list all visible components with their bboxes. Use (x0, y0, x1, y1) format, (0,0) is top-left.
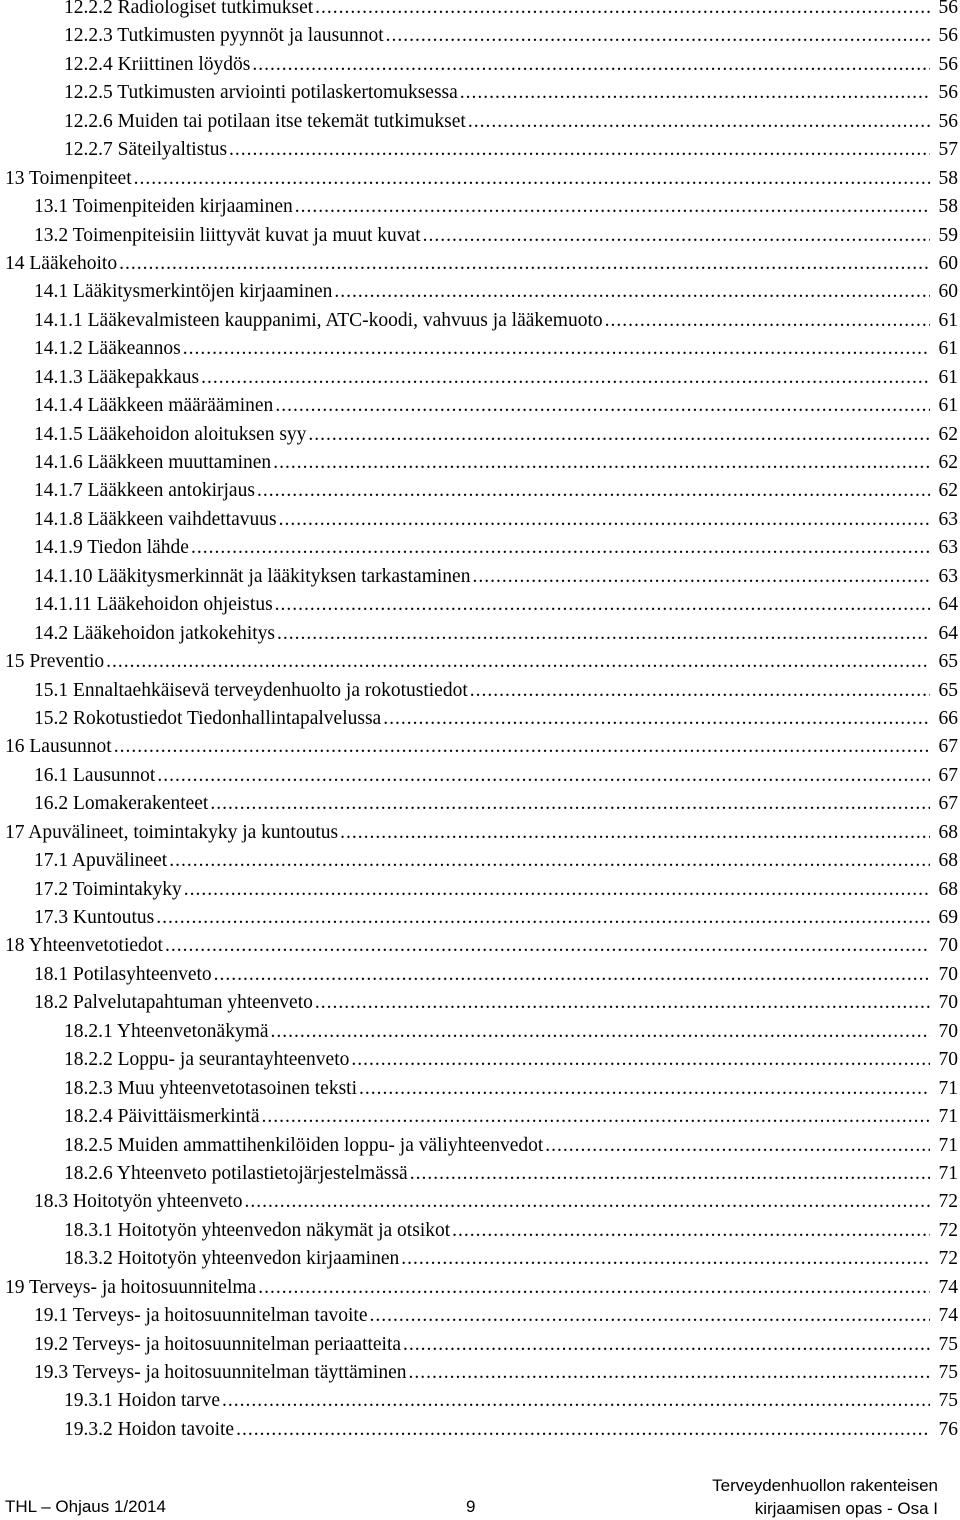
toc-entry[interactable] (0, 1302, 960, 1330)
toc-dot-leader (605, 307, 930, 335)
toc-entry[interactable] (0, 847, 960, 875)
toc-entry[interactable] (0, 762, 960, 790)
toc-dot-leader (334, 278, 930, 306)
toc-entry-page: 56 (938, 0, 958, 18)
toc-entry-title: 18.3 Hoitotyön yhteenveto (34, 1191, 243, 1213)
toc-entry[interactable] (0, 222, 960, 250)
toc-entry[interactable] (0, 1331, 960, 1359)
toc-entry[interactable] (0, 705, 960, 733)
toc-dot-leader (472, 563, 930, 591)
toc-entry[interactable] (0, 193, 960, 221)
toc-dot-leader (106, 648, 930, 676)
toc-dot-leader (191, 534, 930, 562)
toc-dot-leader (452, 1217, 930, 1245)
toc-entry-title: 18 Yhteenvetotiedot (5, 935, 163, 957)
toc-dot-leader (275, 392, 930, 420)
toc-entry-title: 19.3.1 Hoidon tarve (64, 1390, 220, 1412)
toc-entry-title: 18.3.2 Hoitotyön yhteenvedon kirjaaminen (64, 1248, 400, 1270)
toc-entry[interactable] (0, 1387, 960, 1415)
toc-dot-leader (258, 1274, 930, 1302)
toc-entry[interactable] (0, 1217, 960, 1245)
toc-entry-title: 18.2.3 Muu yhteenvetotasoinen teksti (64, 1077, 357, 1099)
toc-entry-page: 56 (938, 82, 958, 104)
toc-entry-page: 61 (938, 395, 958, 417)
toc-entry-page: 75 (938, 1333, 958, 1355)
toc-entry-title: 14.1.6 Lääkkeen muuttaminen (34, 452, 272, 473)
toc-entry-title: 16 Lausunnot (5, 736, 112, 758)
toc-entry-title: 12.2.6 Muiden tai potilaan itse tekemät tutkimukset (64, 110, 466, 132)
toc-dot-leader (403, 1331, 930, 1359)
toc-entry-page: 72 (938, 1219, 958, 1241)
toc-dot-leader (119, 250, 930, 278)
toc-entry[interactable] (0, 620, 960, 648)
toc-entry-page: 70 (938, 1020, 958, 1042)
toc-entry-title: 14.1 Lääkitysmerkintöjen kirjaaminen (34, 281, 333, 303)
toc-dot-leader (340, 819, 930, 847)
toc-entry[interactable] (0, 591, 960, 619)
toc-entry-page: 60 (938, 281, 958, 303)
footer-publication: THL – Ohjaus 1/2014 (5, 1497, 166, 1516)
toc-dot-leader (351, 1046, 930, 1074)
toc-entry-page: 76 (938, 1418, 958, 1440)
toc-entry[interactable] (0, 790, 960, 818)
toc-entry-title: 14.1.3 Lääkepakkaus (34, 366, 200, 388)
toc-entry-page: 65 (938, 651, 958, 673)
toc-dot-leader (222, 1387, 930, 1415)
toc-dot-leader (308, 421, 930, 449)
toc-entry[interactable] (0, 563, 960, 591)
toc-entry-page: 68 (938, 850, 958, 872)
toc-entry-page: 56 (938, 25, 958, 47)
toc-dot-leader (279, 506, 930, 534)
toc-entry[interactable] (0, 1132, 960, 1160)
toc-entry-title: 14.2 Lääkehoidon jatkokehitys (34, 622, 275, 644)
toc-entry-page: 71 (938, 1077, 958, 1099)
toc-entry-page: 65 (938, 679, 958, 701)
toc-entry[interactable] (0, 1416, 960, 1444)
toc-dot-leader (386, 22, 930, 50)
toc-entry-title: 18.1 Potilasyhteenveto (34, 963, 212, 985)
page-footer (0, 1474, 960, 1519)
toc-entry[interactable] (0, 648, 960, 676)
toc-entry-page: 70 (938, 992, 958, 1014)
toc-dot-leader (401, 1245, 930, 1273)
toc-entry-title: 17.1 Apuvälineet (34, 850, 168, 872)
toc-entry-title: 12.2.7 Säteilyaltistus (64, 139, 228, 161)
toc-dot-leader (273, 449, 930, 477)
toc-entry-title: 15.1 Ennaltaehkäisevä terveydenhuolto ja rokotustiedot (34, 679, 468, 701)
toc-entry-page: 62 (938, 480, 958, 502)
toc-entry[interactable] (0, 250, 960, 278)
toc-entry-page: 71 (938, 1162, 958, 1184)
toc-entry[interactable] (0, 1160, 960, 1188)
toc-entry-page: 70 (938, 935, 958, 957)
toc-entry-title: 18.2.5 Muiden ammattihenkilöiden loppu- ja väliyhteenvedot (64, 1134, 544, 1156)
toc-entry-title: 19.3 Terveys- ja hoitosuunnitelman täyttäminen (34, 1362, 407, 1383)
toc-entry-page: 70 (938, 963, 958, 985)
toc-dot-leader (470, 677, 930, 705)
toc-entry-page: 72 (938, 1191, 958, 1213)
toc-entry-title: 13 Toimenpiteet (5, 167, 132, 189)
toc-entry-title: 15.2 Rokotustiedot Tiedonhallintapalvelussa (34, 707, 382, 729)
toc-entry-title: 14.1.7 Lääkkeen antokirjaus (34, 480, 255, 502)
toc-entry-page: 71 (938, 1106, 958, 1128)
toc-dot-leader (157, 762, 930, 790)
toc-dot-leader (409, 1359, 931, 1387)
toc-entry-title: 14.1.4 Lääkkeen määrääminen (34, 395, 274, 417)
toc-dot-leader (295, 193, 930, 221)
toc-entry-title: 16.2 Lomakerakenteet (34, 793, 209, 815)
toc-entry-page: 61 (938, 366, 958, 388)
toc-entry-page: 62 (938, 423, 958, 445)
toc-entry-page: 70 (938, 1049, 958, 1071)
toc-entry-title: 12.2.5 Tutkimusten arviointi potilaskertomuksessa (64, 82, 458, 104)
toc-entry-page: 56 (938, 53, 958, 75)
toc-entry[interactable] (0, 932, 960, 960)
toc-entry-page: 68 (938, 821, 958, 843)
toc-dot-leader (315, 0, 930, 22)
toc-entry-title: 15 Preventio (5, 651, 105, 673)
toc-entry-title: 18.2.2 Loppu- ja seurantayhteenveto (64, 1049, 350, 1071)
toc-dot-leader (468, 108, 930, 136)
toc-entry-title: 16.1 Lausunnot (34, 764, 156, 786)
toc-entry[interactable] (0, 79, 960, 107)
toc-entry-title: 18.2 Palvelutapahtuman yhteenveto (34, 992, 313, 1014)
toc-entry-page: 56 (938, 110, 958, 132)
toc-entry-page: 74 (938, 1276, 958, 1298)
toc-entry[interactable] (0, 22, 960, 50)
toc-entry-page: 72 (938, 1248, 958, 1270)
toc-entry-page: 62 (938, 452, 958, 473)
toc-entry-title: 19 Terveys- ja hoitosuunnitelma (5, 1276, 257, 1298)
toc-entry[interactable] (0, 506, 960, 534)
toc-entry[interactable] (0, 335, 960, 363)
toc-entry[interactable] (0, 1274, 960, 1302)
toc-entry-page: 60 (938, 252, 958, 274)
toc-entry[interactable] (0, 278, 960, 306)
toc-entry-title: 13.2 Toimenpiteisiin liittyvät kuvat ja muut kuvat (34, 224, 421, 246)
toc-entry-title: 18.3.1 Hoitotyön yhteenvedon näkymät ja otsikot (64, 1219, 451, 1241)
toc-entry-title: 12.2.4 Kriittinen löydös (64, 53, 251, 75)
toc-dot-leader (183, 335, 930, 363)
toc-entry-page: 61 (938, 309, 958, 331)
toc-entry[interactable] (0, 989, 960, 1017)
toc-entry-title: 18.2.4 Päivittäismerkintä (64, 1106, 260, 1128)
toc-entry[interactable] (0, 819, 960, 847)
toc-dot-leader (359, 1075, 930, 1103)
toc-entry[interactable] (0, 477, 960, 505)
toc-entry-page: 58 (938, 167, 958, 189)
toc-entry-page: 67 (938, 793, 958, 815)
toc-entry[interactable] (0, 904, 960, 932)
toc-entry[interactable] (0, 165, 960, 193)
toc-entry-title: 14.1.8 Lääkkeen vaihdettavuus (34, 508, 277, 530)
toc-entry[interactable] (0, 1075, 960, 1103)
toc-entry-page: 57 (938, 139, 958, 161)
toc-dot-leader (460, 79, 930, 107)
toc-entry[interactable] (0, 1188, 960, 1216)
toc-entry-title: 17.3 Kuntoutus (34, 907, 155, 928)
toc-dot-leader (423, 222, 930, 250)
toc-entry[interactable] (0, 108, 960, 136)
toc-entry-page: 59 (938, 224, 958, 246)
toc-entry-title: 12.2.3 Tutkimusten pyynnöt ja lausunnot (64, 25, 384, 47)
toc-entry-title: 18.2.6 Yhteenveto potilastietojärjestelmässä (64, 1162, 408, 1184)
toc-dot-leader (252, 51, 930, 79)
toc-entry[interactable] (0, 449, 960, 477)
toc-dot-leader (315, 989, 930, 1017)
toc-entry-title: 13.1 Toimenpiteiden kirjaaminen (34, 196, 293, 218)
toc-dot-leader (156, 904, 930, 932)
toc-entry-title: 19.3.2 Hoidon tavoite (64, 1418, 235, 1440)
toc-entry-page: 61 (938, 338, 958, 360)
toc-entry-page: 75 (938, 1362, 958, 1383)
toc-entry[interactable] (0, 392, 960, 420)
toc-dot-leader (114, 733, 930, 761)
toc-entry-page: 68 (938, 878, 958, 900)
toc-entry-page: 64 (938, 622, 958, 644)
toc-entry-title: 12.2.2 Radiologiset tutkimukset (64, 0, 314, 18)
toc-entry-title: 17 Apuvälineet, toimintakyky ja kuntoutus (5, 821, 339, 843)
toc-dot-leader (257, 477, 930, 505)
toc-entry-title: 14.1.10 Lääkitysmerkinnät ja lääkityksen tarkastaminen (34, 565, 471, 587)
footer-page-number: 9 (466, 1497, 476, 1516)
footer-document-title (712, 1474, 938, 1520)
toc-entry-title: 19.2 Terveys- ja hoitosuunnitelman periaatteita (34, 1333, 402, 1355)
toc-dot-leader (277, 620, 930, 648)
toc-entry[interactable] (0, 364, 960, 392)
toc-entry-page: 75 (938, 1390, 958, 1412)
footer-title-line1: Terveydenhuollon rakenteisen (712, 1476, 938, 1495)
toc-entry[interactable] (0, 1359, 960, 1387)
toc-entry[interactable] (0, 534, 960, 562)
toc-entry-page: 63 (938, 565, 958, 587)
toc-entry-page: 58 (938, 196, 958, 218)
toc-entry[interactable] (0, 733, 960, 761)
toc-entry[interactable] (0, 876, 960, 904)
toc-dot-leader (410, 1160, 930, 1188)
toc-dot-leader (271, 1018, 930, 1046)
toc-entry[interactable] (0, 677, 960, 705)
toc-entry-page: 69 (938, 907, 958, 928)
toc-entry-page: 67 (938, 736, 958, 758)
toc-entry-page: 74 (938, 1305, 958, 1327)
footer-title-line2: kirjaamisen opas - Osa I (754, 1499, 938, 1518)
toc-entry-page: 66 (938, 707, 958, 729)
toc-entry[interactable] (0, 421, 960, 449)
toc-entry-title: 17.2 Toimintakyky (34, 878, 182, 900)
toc-dot-leader (236, 1416, 930, 1444)
toc-entry[interactable] (0, 0, 960, 22)
toc-dot-leader (201, 364, 930, 392)
toc-entry-page: 67 (938, 764, 958, 786)
toc-entry-title: 14.1.11 Lääkehoidon ohjeistus (34, 594, 273, 616)
toc-entry-page: 64 (938, 594, 958, 616)
toc-dot-leader (165, 932, 930, 960)
toc-entry[interactable] (0, 136, 960, 164)
toc-entry-title: 14 Lääkehoito (5, 252, 118, 274)
toc-dot-leader (134, 165, 930, 193)
toc-entry[interactable] (0, 1245, 960, 1273)
toc-entry[interactable] (0, 51, 960, 79)
toc-dot-leader (545, 1132, 930, 1160)
toc-dot-leader (245, 1188, 930, 1216)
toc-entry-title: 19.1 Terveys- ja hoitosuunnitelman tavoite (34, 1305, 368, 1327)
toc-dot-leader (169, 847, 930, 875)
toc-dot-leader (210, 790, 930, 818)
toc-dot-leader (229, 136, 930, 164)
toc-dot-leader (275, 591, 930, 619)
toc-entry[interactable] (0, 1103, 960, 1131)
toc-entry-title: 14.1.2 Lääkeannos (34, 338, 181, 360)
toc-dot-leader (370, 1302, 931, 1330)
toc-entry-title: 14.1.1 Lääkevalmisteen kauppanimi, ATC-koodi, vahvuus ja lääkemuoto (34, 309, 603, 331)
toc-entry-title: 18.2.1 Yhteenvetonäkymä (64, 1020, 269, 1042)
toc-entry-page: 63 (938, 508, 958, 530)
toc-entry-title: 14.1.9 Tiedon lähde (34, 537, 189, 559)
toc-dot-leader (184, 876, 930, 904)
toc-entry[interactable] (0, 1018, 960, 1046)
toc-entry-title: 14.1.5 Lääkehoidon aloituksen syy (34, 423, 307, 445)
toc-entry[interactable] (0, 307, 960, 335)
toc-entry[interactable] (0, 961, 960, 989)
toc-entry-page: 63 (938, 537, 958, 559)
toc-dot-leader (214, 961, 930, 989)
toc-entry-page: 71 (938, 1134, 958, 1156)
toc-entry[interactable] (0, 1046, 960, 1074)
toc-dot-leader (262, 1103, 930, 1131)
toc-dot-leader (383, 705, 930, 733)
